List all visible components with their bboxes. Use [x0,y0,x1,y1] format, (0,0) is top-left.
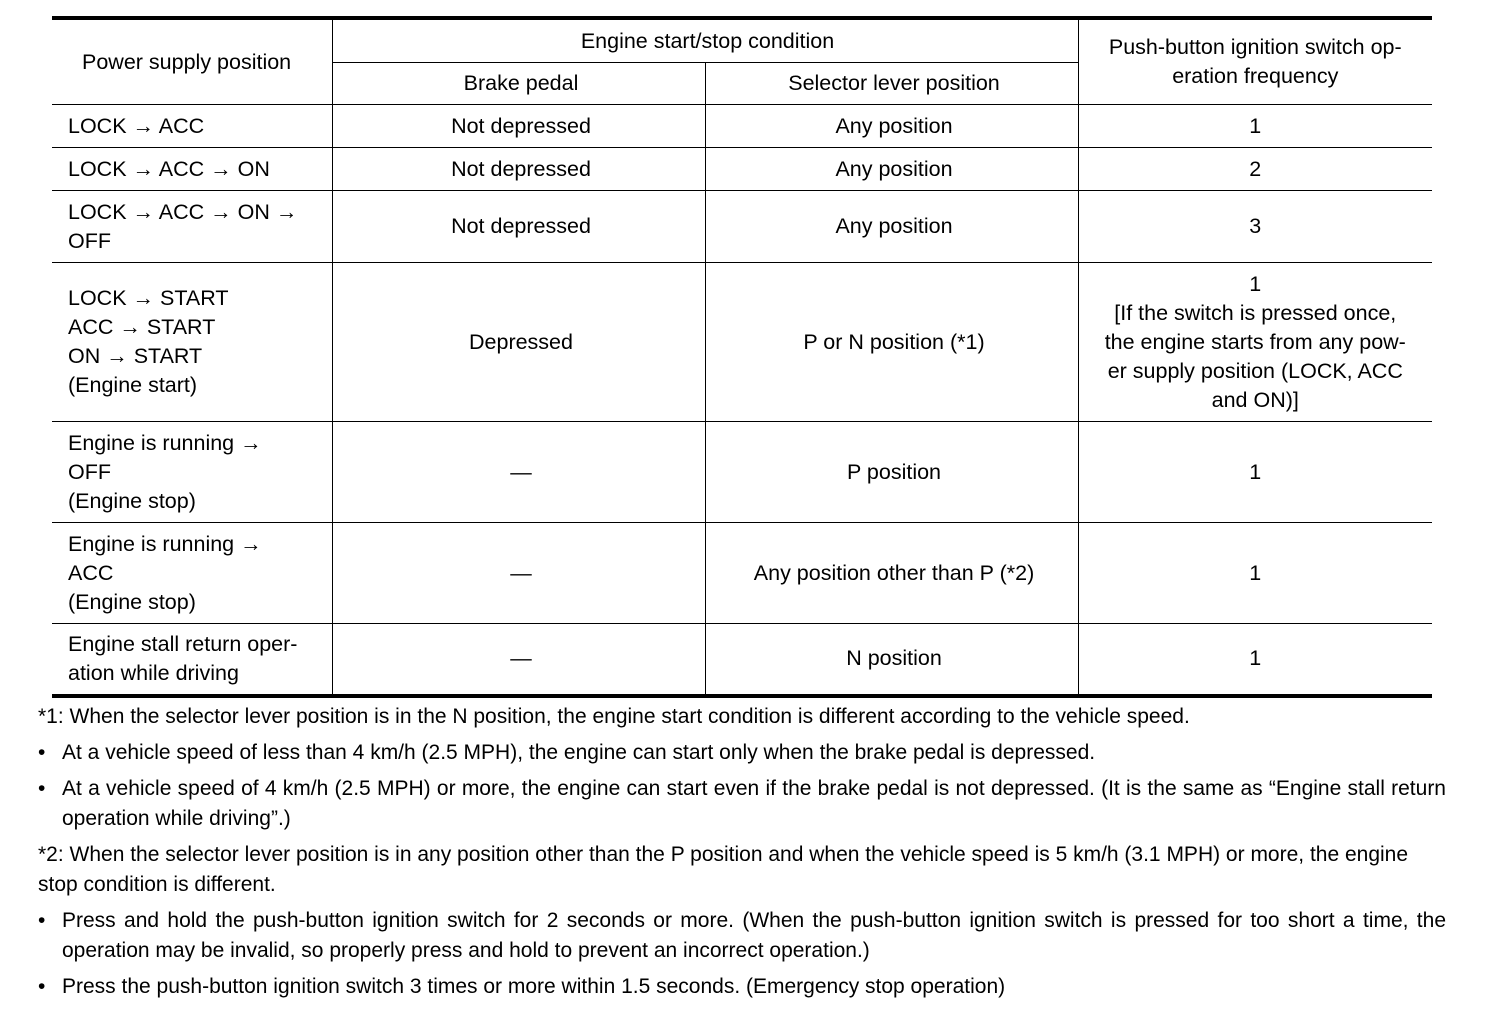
header-push-button-frequency: Push-button ignition switch op-eration frequency [1078,18,1432,105]
header-selector-lever-position: Selector lever position [705,63,1078,105]
cell-brake-pedal: — [332,422,705,523]
footnote-1: *1: When the selector lever position is in the N position, the engine start condition is different according to the vehicle speed. [38,705,1190,728]
header-power-supply-position: Power supply position [52,18,332,105]
cell-power-supply-position [52,105,332,148]
note2-bullet [38,906,1446,966]
table-row [52,263,1432,422]
note1-bullet [38,774,1446,834]
cell-line: LOCK → ACC → ON [68,156,270,181]
cell-selector-lever-position: Any position [705,148,1078,191]
cell-operation-frequency [1078,263,1432,422]
cell-line: LOCK → START [68,286,229,310]
cell-line: LOCK → ACC [68,113,205,138]
cell-selector-lever-position: Any position other than P (*2) [705,523,1078,624]
cell-line: [If the switch is pressed once, [1114,300,1397,325]
cell-power-supply-position [52,191,332,263]
cell-power-supply-position [52,422,332,523]
cell-line: OFF [68,228,111,253]
cell-selector-lever-position: Any position [705,191,1078,263]
cell-selector-lever-position: P or N position (*1) [705,263,1078,422]
cell-line: ACC [68,560,114,585]
note1-bullet-text: At a vehicle speed of less than 4 km/h (2.5 MPH), the engine can start only when the brake pedal is depressed. [62,741,1096,764]
table-row [52,148,1432,191]
header-brake-pedal: Brake pedal [332,63,705,105]
cell-line: (Engine stop) [68,589,196,614]
notes-section [38,702,1446,1008]
bullet-glyph: • [38,975,46,998]
cell-power-supply-position [52,263,332,422]
cell-selector-lever-position: Any position [705,105,1078,148]
cell-power-supply-position [52,624,332,696]
bullet-glyph: • [38,741,46,764]
table-header-row [52,18,1432,63]
cell-line: er supply position (LOCK, ACC [1107,358,1403,383]
table-row [52,422,1432,523]
cell-line: the engine starts from any pow- [1104,329,1406,354]
cell-line: 1 [1249,646,1262,671]
cell-power-supply-position [52,523,332,624]
cell-operation-frequency [1078,523,1432,624]
cell-line: Engine is running → [68,430,262,455]
cell-brake-pedal: — [332,624,705,696]
cell-line: LOCK → ACC → ON → [68,199,298,224]
note2-bullet-text: Press and hold the push-button ignition switch for 2 seconds or more. (When the push-button ignition switch is pressed for too short a time, the operation may be invalid, so properly press and hold to prevent an incorrect operation.) [62,909,1446,962]
cell-line: ACC → START [68,315,216,339]
cell-line: OFF [68,459,111,484]
note2-bullet [38,972,1446,1002]
cell-line: Engine is running → [68,531,262,556]
cell-operation-frequency [1078,105,1432,148]
table-row [52,191,1432,263]
table-row [52,105,1432,148]
cell-operation-frequency [1078,624,1432,696]
cell-operation-frequency [1078,422,1432,523]
cell-selector-lever-position: P position [705,422,1078,523]
cell-operation-frequency [1078,148,1432,191]
engine-start-stop-table [52,16,1432,698]
cell-line: (Engine stop) [68,488,196,513]
cell-line: ation while driving [68,660,239,685]
note2-bullet-text: Press the push-button ignition switch 3 times or more within 1.5 seconds. (Emergency stop operation) [62,975,1006,998]
cell-power-supply-position [52,148,332,191]
cell-line: 1 [1249,271,1262,296]
cell-line: ON → START [68,344,203,368]
cell-brake-pedal: Depressed [332,263,705,422]
header-engine-condition: Engine start/stop condition [332,18,1078,63]
cell-line: 1 [1249,560,1262,585]
note1-bullet [38,738,1446,768]
note1-bullet-text: At a vehicle speed of 4 km/h (2.5 MPH) or more, the engine can start even if the brake pedal is not depressed. (It is the same as “Engine stall return operation while driving”.) [62,777,1446,830]
cell-brake-pedal: Not depressed [332,191,705,263]
cell-line: Engine stall return oper- [68,631,298,656]
table-row [52,624,1432,696]
cell-line: 1 [1249,459,1262,484]
cell-line: 1 [1249,113,1262,138]
bullet-glyph: • [38,777,46,800]
cell-brake-pedal: Not depressed [332,105,705,148]
cell-line: (Engine start) [68,373,198,397]
cell-brake-pedal: Not depressed [332,148,705,191]
table-row [52,523,1432,624]
bullet-glyph: • [38,909,46,932]
cell-line: 3 [1249,214,1262,238]
cell-selector-lever-position: N position [705,624,1078,696]
footnote-2: *2: When the selector lever position is in any position other than the P position and when the vehicle speed is 5 km/h (3.1 MPH) or more, the engine stop condition is different. [38,843,1409,896]
cell-line: and ON)] [1211,387,1299,412]
cell-brake-pedal: — [332,523,705,624]
cell-line: 2 [1249,156,1262,181]
cell-operation-frequency [1078,191,1432,263]
